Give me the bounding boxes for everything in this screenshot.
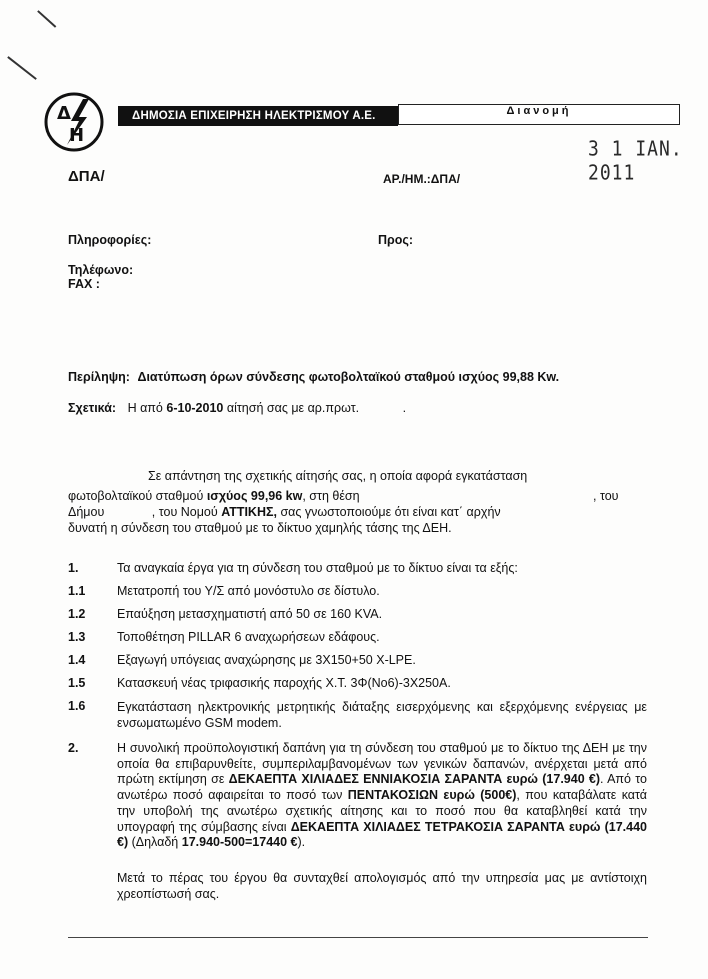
intro-text: , του Νομού [151, 505, 218, 519]
summary-line [68, 370, 668, 384]
item-number: 1.3 [68, 630, 86, 644]
organization-banner: ΔΗΜΟΣΙΑ ΕΠΙΧΕΙΡΗΣΗ ΗΛΕΚΤΡΙΣΜΟΥ Α.Ε. [118, 106, 398, 126]
intro-text: , του [593, 489, 619, 503]
paragraph-text: , που καταβάλατε κατά την υποβολή της ανωτέρω σχετικής αίτησης και το ποσό που θα καταβληθεί κατά την υπογραφή της σύμβασης είναι [117, 788, 648, 834]
intro-text: , στη θέση [302, 489, 360, 503]
total-amount: ΔΕΚΑΕΠΤΑ ΧΙΛΙΑΔΕΣ ΕΝΝΙΑΚΟΣΙΑ ΣΑΡΑΝΤΑ ευρώ (17.940 €) [228, 772, 601, 787]
summary-label: Περίληψη: [68, 370, 130, 384]
svg-text:Δ: Δ [57, 103, 71, 124]
item-number: 1.1 [68, 584, 86, 598]
section-2-paragraph [117, 741, 647, 851]
summary-text: Διατύπωση όρων σύνδεσης φωτοβολταϊκού σταθμού ισχύος 99,88 Kw. [137, 370, 560, 384]
footer-divider [68, 937, 648, 938]
recipient-label: Προς: [378, 233, 414, 247]
item-number: 1.2 [68, 607, 86, 621]
deh-logo-icon [43, 91, 105, 153]
item-text: Επαύξηση μετασχηματιστή από 50 σε 160 KVA. [117, 607, 383, 621]
payable-amount: ΔΕΚΑΕΠΤΑ ΧΙΛΙΑΔΕΣ ΤΕΤΡΑΚΟΣΙΑ ΣΑΡΑΝΤΑ ευρώ (17.440 €) [117, 819, 647, 850]
intro-text: Δήμου [68, 505, 105, 519]
intro-line-4: δυνατή η σύνδεση του σταθμού με το δίκτυο χαμηλής τάσης της ΔΕΗ. [68, 521, 452, 535]
relevant-prefix: Η από [127, 401, 163, 415]
item-text: Εξαγωγή υπόγειας αναχώρησης με 3Χ150+50 X-LPE. [117, 653, 416, 667]
item-text: Τοποθέτηση PILLAR 6 αναχωρήσεων εδάφους. [117, 630, 380, 644]
item-number: 1.6 [68, 699, 86, 713]
paragraph-text: . Από το ανωτέρω ποσό αφαιρείται το ποσό των [117, 772, 647, 803]
section-1-number: 1. [68, 561, 79, 575]
closing-paragraph: Μετά το πέρας του έργου θα συνταχθεί απολογισμός από την υπηρεσία μας με αντίστοιχη χρεοπίστωσή σας. [117, 871, 647, 901]
intro-power: ισχύος 99,96 kw [206, 489, 303, 503]
scan-mark [8, 56, 37, 79]
intro-line-1: Σε απάντηση της σχετικής αίτησής σας, η οποία αφορά εγκατάσταση [148, 469, 528, 483]
item-text: Εγκατάσταση ηλεκτρονικής μετρητικής διάταξης εισερχόμενης και εξερχόμενης ενέργειας με ενσωματωμένο GSM modem. [117, 700, 647, 730]
intro-text: φωτοβολταϊκού σταθμού [68, 489, 204, 503]
paragraph-text: Η συνολική προϋπολογιστική δαπάνη για τη σύνδεση του σταθμού με το δίκτυο της ΔΕΗ με την οποία θα επιβαρυνθείτε, συμπεριλαμβανομένων των γενικών δαπανών, ανέρχεται μετά από πρώτη εκτίμηση σε [117, 741, 647, 787]
item-number: 1.4 [68, 653, 86, 667]
intro-text: σας γνωστοποιούμε ότι είναι κατ΄ αρχήν [280, 505, 501, 519]
section-1-text: Τα αναγκαία έργα για τη σύνδεση του σταθμού με το δίκτυο είναι τα εξής: [117, 561, 518, 575]
info-label: Πληροφορίες: [68, 233, 152, 247]
paragraph-text: ). [297, 835, 306, 850]
intro-line-2 [68, 489, 646, 503]
scan-mark [37, 10, 56, 27]
item-text: Μετατροπή του Υ/Σ από μονόστυλο σε δίστυλο. [117, 584, 380, 598]
relevant-date: 6-10-2010 [166, 401, 224, 415]
item-number: 1.5 [68, 676, 86, 690]
phone-label: Τηλέφωνο: [68, 263, 134, 277]
date-stamp: 3 1 ΙΑΝ. 2011 [588, 136, 683, 186]
relevant-dot: . [402, 401, 407, 415]
intro-county: ΑΤΤΙΚΗΣ, [221, 505, 277, 519]
deposit-amount: ΠΕΝΤΑΚΟΣΙΩΝ ευρώ (500€) [347, 788, 517, 803]
paragraph-text: (Δηλαδή [128, 835, 179, 850]
calculation: 17.940-500=17440 € [181, 835, 298, 850]
item-text: Κατασκευή νέας τριφασικής παροχής Χ.Τ. 3Φ(Νο6)-3Χ250Α. [117, 676, 451, 690]
fax-label: FAX : [68, 277, 100, 291]
relevant-line [68, 401, 668, 415]
distribution-box: Διανομή [398, 104, 680, 125]
dpa-label: ΔΠΑ/ [68, 168, 105, 185]
relevant-label: Σχετικά: [68, 401, 117, 415]
svg-text:Η: Η [69, 125, 85, 146]
reference-label: ΑΡ./ΗΜ.:ΔΠΑ/ [383, 172, 461, 186]
relevant-suffix: αίτησή σας με αρ.πρωτ. [226, 401, 360, 415]
section-2-number: 2. [68, 741, 79, 755]
intro-line-3 [68, 505, 646, 519]
